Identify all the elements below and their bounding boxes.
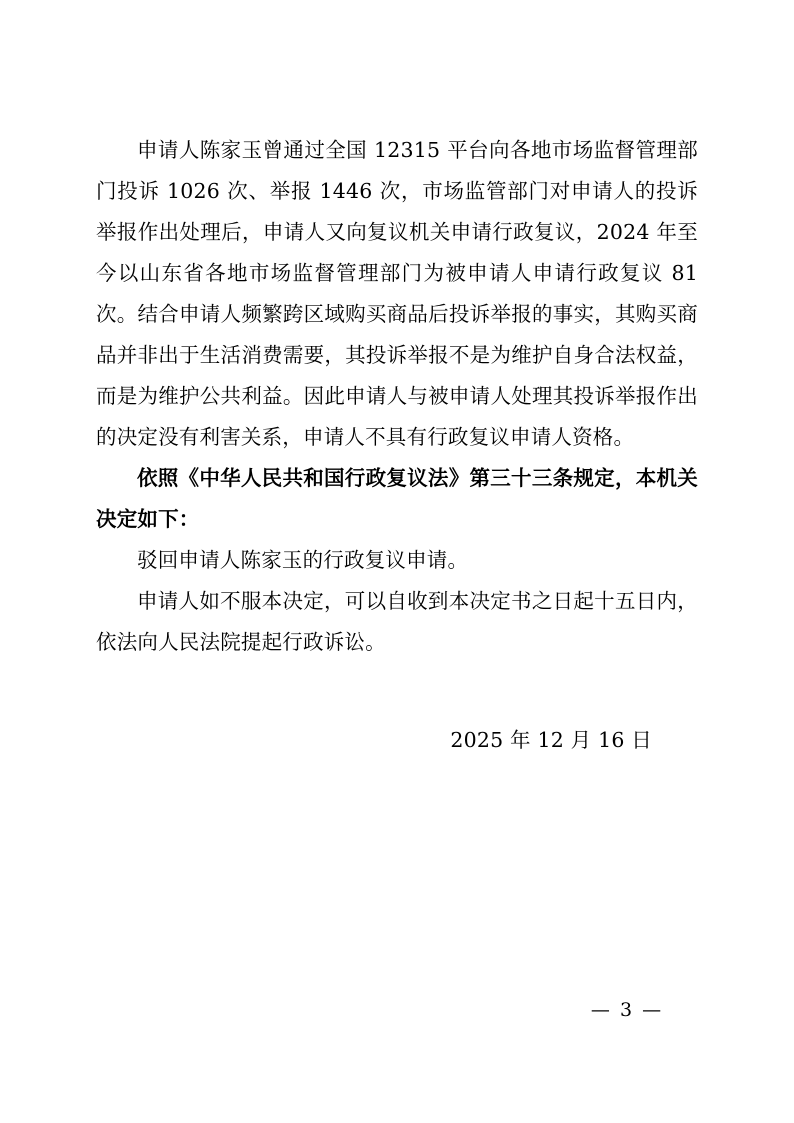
document-body: [96, 130, 698, 663]
paragraph-appeal-notice: 申请人如不服本决定，可以自收到本决定书之日起十五日内，依法向人民法院提起行政诉讼。: [96, 589, 698, 654]
paragraph-legal-basis: 依照《中华人民共和国行政复议法》第三十三条规定，本机关决定如下：: [96, 466, 698, 531]
paragraph-decision: 驳回申请人陈家玉的行政复议申请。: [137, 548, 469, 572]
document-date: 2025 年 12 月 16 日: [450, 728, 652, 752]
paragraph-reasoning: 申请人陈家玉曾通过全国 12315 平台向各地市场监督管理部门投诉 1026 次、举报 1446 次，市场监管部门对申请人的投诉举报作出处理后，申请人又向复议机关申请行政复议，2024 年至今以山东省各地市场监督管理部门为被申请人申请行政复议 81 次。结合申请人频繁跨区域购买商品后投诉举报的事实，其购买商品并非出于生活消费需要，其投诉举报不是为维护自身合法权益，而是为维护公共利益。因此申请人与被申请人处理其投诉举报作出的决定没有利害关系，申请人不具有行政复议申请人资格。: [96, 138, 698, 449]
page-number: — 3 —: [590, 999, 664, 1021]
